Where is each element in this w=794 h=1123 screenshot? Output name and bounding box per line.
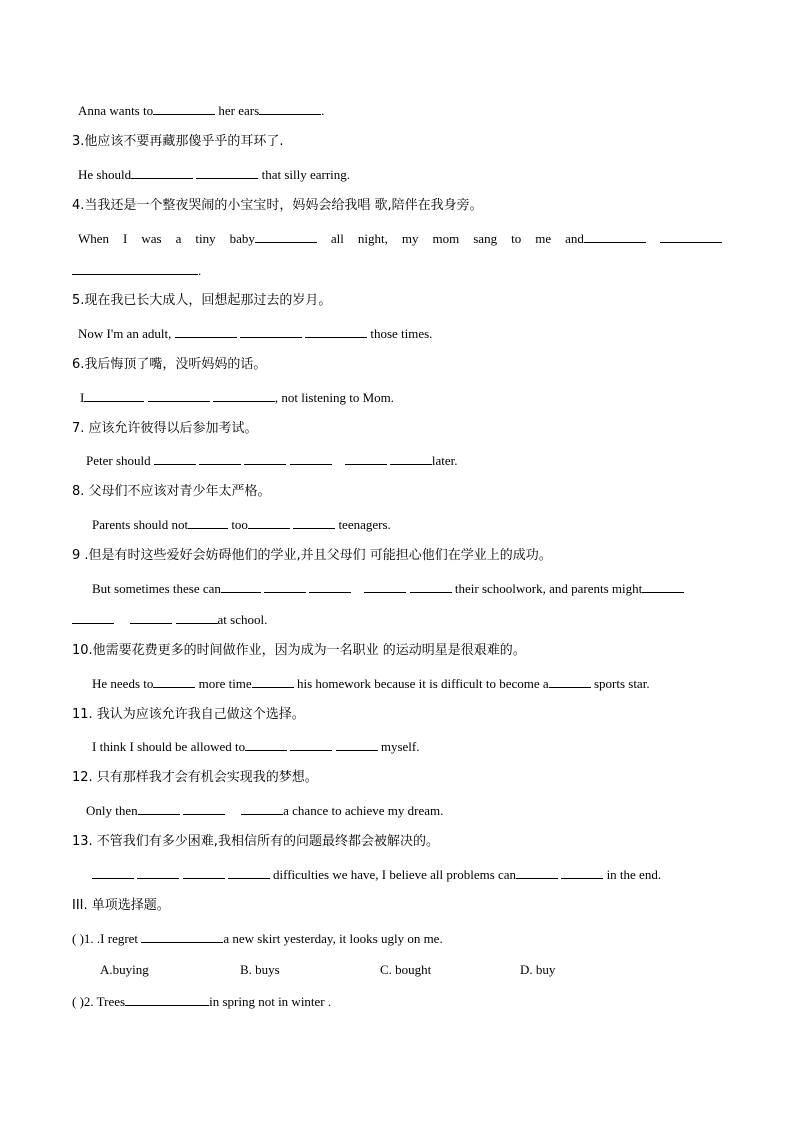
answer-blank[interactable] bbox=[131, 166, 193, 179]
answer-blank[interactable] bbox=[309, 580, 351, 593]
question-8-english bbox=[92, 516, 391, 533]
answer-blank[interactable] bbox=[584, 230, 646, 243]
question-9-continuation bbox=[72, 611, 267, 628]
mc-question-2 bbox=[72, 993, 331, 1010]
answer-blank[interactable] bbox=[72, 262, 198, 275]
word: baby bbox=[229, 231, 255, 246]
answer-blank[interactable] bbox=[148, 389, 210, 402]
question-6-english bbox=[80, 389, 394, 406]
option-d[interactable]: D. buy bbox=[520, 962, 556, 977]
answer-blank[interactable] bbox=[364, 580, 406, 593]
mc-question-1 bbox=[72, 930, 443, 947]
answer-blank[interactable] bbox=[255, 230, 317, 243]
question-10-english bbox=[92, 675, 650, 692]
text-segment: sports star. bbox=[590, 676, 650, 691]
text-segment: his homework because it is difficult to become a bbox=[293, 676, 549, 691]
answer-blank[interactable] bbox=[240, 325, 302, 338]
question-9-english bbox=[92, 580, 684, 597]
word-with-blank bbox=[565, 230, 646, 247]
text-segment: Now I'm an adult, bbox=[78, 326, 172, 341]
answer-blank[interactable] bbox=[188, 516, 228, 529]
word: to bbox=[511, 231, 522, 246]
text-segment: ( )1. .I regret bbox=[72, 931, 139, 946]
answer-blank[interactable] bbox=[196, 166, 258, 179]
question-13-chinese: 13. 不管我们有多少困难,我相信所有的问题最终都会被解决的。 bbox=[72, 834, 439, 849]
text-segment: in the end. bbox=[603, 867, 662, 882]
question-13-english bbox=[92, 866, 661, 883]
answer-blank[interactable] bbox=[252, 675, 294, 688]
word: night, bbox=[357, 231, 388, 246]
option-c[interactable]: C. bought bbox=[380, 962, 432, 977]
text-segment: a new skirt yesterday, it looks ugly on me. bbox=[223, 931, 443, 946]
answer-blank[interactable] bbox=[154, 452, 196, 465]
answer-blank[interactable] bbox=[290, 452, 332, 465]
text-segment: her ears bbox=[215, 103, 260, 118]
answer-blank[interactable] bbox=[259, 102, 321, 115]
text-segment: too bbox=[228, 517, 248, 532]
question-4-english bbox=[78, 230, 722, 247]
answer-blank[interactable] bbox=[290, 738, 332, 751]
answer-blank[interactable] bbox=[199, 452, 241, 465]
answer-blank[interactable] bbox=[183, 866, 225, 879]
answer-blank[interactable] bbox=[176, 611, 218, 624]
text-segment: , not listening to Mom. bbox=[274, 390, 395, 405]
text-segment: at school. bbox=[217, 612, 268, 627]
question-3-english bbox=[78, 166, 350, 183]
answer-blank[interactable] bbox=[245, 738, 287, 751]
text-segment: Anna wants to bbox=[78, 103, 154, 118]
answer-blank[interactable] bbox=[660, 230, 722, 243]
answer-blank[interactable] bbox=[241, 802, 283, 815]
text-segment: He should bbox=[78, 167, 132, 182]
answer-blank[interactable] bbox=[390, 452, 432, 465]
answer-blank[interactable] bbox=[72, 611, 114, 624]
question-10-chinese: 10.他需要花费更多的时间做作业，因为成为一名职业 的运动明星是很艰难的。 bbox=[72, 643, 526, 658]
word: all bbox=[330, 231, 344, 246]
question-11-english bbox=[92, 738, 419, 755]
text-segment: Only then bbox=[86, 803, 138, 818]
text-segment: a chance to achieve my dream. bbox=[283, 803, 444, 818]
word: was bbox=[141, 231, 162, 246]
text-segment: later. bbox=[431, 453, 458, 468]
text-segment: Parents should not bbox=[92, 517, 189, 532]
answer-blank[interactable] bbox=[213, 389, 275, 402]
answer-blank[interactable] bbox=[561, 866, 603, 879]
question-4-continuation bbox=[72, 262, 201, 279]
answer-blank[interactable] bbox=[642, 580, 684, 593]
word-with-blank bbox=[230, 230, 317, 247]
text-segment: that silly earring. bbox=[258, 167, 351, 182]
answer-blank[interactable] bbox=[130, 611, 172, 624]
answer-blank[interactable] bbox=[305, 325, 367, 338]
question-7-english bbox=[86, 452, 458, 469]
text-segment: . bbox=[321, 103, 325, 118]
answer-blank[interactable] bbox=[221, 580, 261, 593]
text-segment: in spring not in winter . bbox=[209, 994, 332, 1009]
text-segment: But sometimes these can bbox=[92, 581, 221, 596]
text-segment: ( )2. Trees bbox=[72, 994, 126, 1009]
question-7-chinese: 7. 应该允许彼得以后参加考试。 bbox=[72, 421, 258, 436]
answer-blank[interactable] bbox=[84, 389, 144, 402]
word: tiny bbox=[195, 231, 216, 246]
question-11-chinese: 11. 我认为应该允许我自己做这个选择。 bbox=[72, 707, 305, 722]
word: I bbox=[123, 231, 128, 246]
text-segment: teenagers. bbox=[335, 517, 391, 532]
question-3-chinese: 3.他应该不要再藏那傻乎乎的耳环了. bbox=[72, 134, 284, 149]
answer-blank[interactable] bbox=[228, 866, 270, 879]
answer-blank[interactable] bbox=[549, 675, 591, 688]
answer-blank[interactable] bbox=[345, 452, 387, 465]
text-segment: Peter should bbox=[86, 453, 151, 468]
question-12-chinese: 12. 只有那样我才会有机会实现我的梦想。 bbox=[72, 770, 318, 785]
answer-blank[interactable] bbox=[137, 866, 179, 879]
word: and bbox=[565, 231, 584, 246]
answer-blank[interactable] bbox=[125, 993, 209, 1006]
text-segment: difficulties we have, I believe all problems can bbox=[269, 867, 517, 882]
word: mom bbox=[432, 231, 460, 246]
question-9-chinese: 9 .但是有时这些爱好会妨碍他们的学业,并且父母们 可能担心他们在学业上的成功。 bbox=[72, 548, 552, 563]
answer-blank[interactable] bbox=[248, 516, 290, 529]
text-segment: I think I should be allowed to bbox=[92, 739, 246, 754]
question-5-chinese: 5.现在我已长大成人，回想起那过去的岁月。 bbox=[72, 293, 332, 308]
answer-blank[interactable] bbox=[293, 516, 335, 529]
answer-blank[interactable] bbox=[244, 452, 286, 465]
option-b[interactable]: B. buys bbox=[240, 962, 280, 977]
answer-blank[interactable] bbox=[264, 580, 306, 593]
text-segment: I bbox=[80, 390, 85, 405]
word: When bbox=[78, 231, 110, 246]
section-heading: III. 单项选择题。 bbox=[72, 898, 170, 913]
answer-blank[interactable] bbox=[336, 738, 378, 751]
question-4-chinese: 4.当我还是一个整夜哭闹的小宝宝时，妈妈会给我唱 歌,陪伴在我身旁。 bbox=[72, 198, 483, 213]
sentence-anna bbox=[78, 102, 324, 119]
word: a bbox=[175, 231, 182, 246]
answer-blank[interactable] bbox=[153, 675, 195, 688]
answer-blank[interactable] bbox=[410, 580, 452, 593]
text-segment: He needs to bbox=[92, 676, 154, 691]
text-segment: myself. bbox=[377, 739, 420, 754]
text-segment: those times. bbox=[367, 326, 433, 341]
text-segment: . bbox=[198, 263, 202, 278]
question-6-chinese: 6.我后悔顶了嘴，没听妈妈的话。 bbox=[72, 357, 267, 372]
answer-blank[interactable] bbox=[153, 102, 215, 115]
answer-blank[interactable] bbox=[138, 802, 180, 815]
text-segment: more time bbox=[195, 676, 252, 691]
option-a[interactable]: A.buying bbox=[100, 962, 149, 977]
question-5-english bbox=[78, 325, 432, 342]
answer-blank[interactable] bbox=[516, 866, 558, 879]
question-12-english bbox=[86, 802, 443, 819]
question-8-chinese: 8. 父母们不应该对青少年太严格。 bbox=[72, 484, 271, 499]
word: my bbox=[401, 231, 419, 246]
answer-blank[interactable] bbox=[141, 930, 223, 943]
word: sang bbox=[473, 231, 498, 246]
answer-blank[interactable] bbox=[175, 325, 237, 338]
text-segment: their schoolwork, and parents might bbox=[451, 581, 643, 596]
word: me bbox=[535, 231, 552, 246]
answer-blank[interactable] bbox=[92, 866, 134, 879]
answer-blank[interactable] bbox=[183, 802, 225, 815]
